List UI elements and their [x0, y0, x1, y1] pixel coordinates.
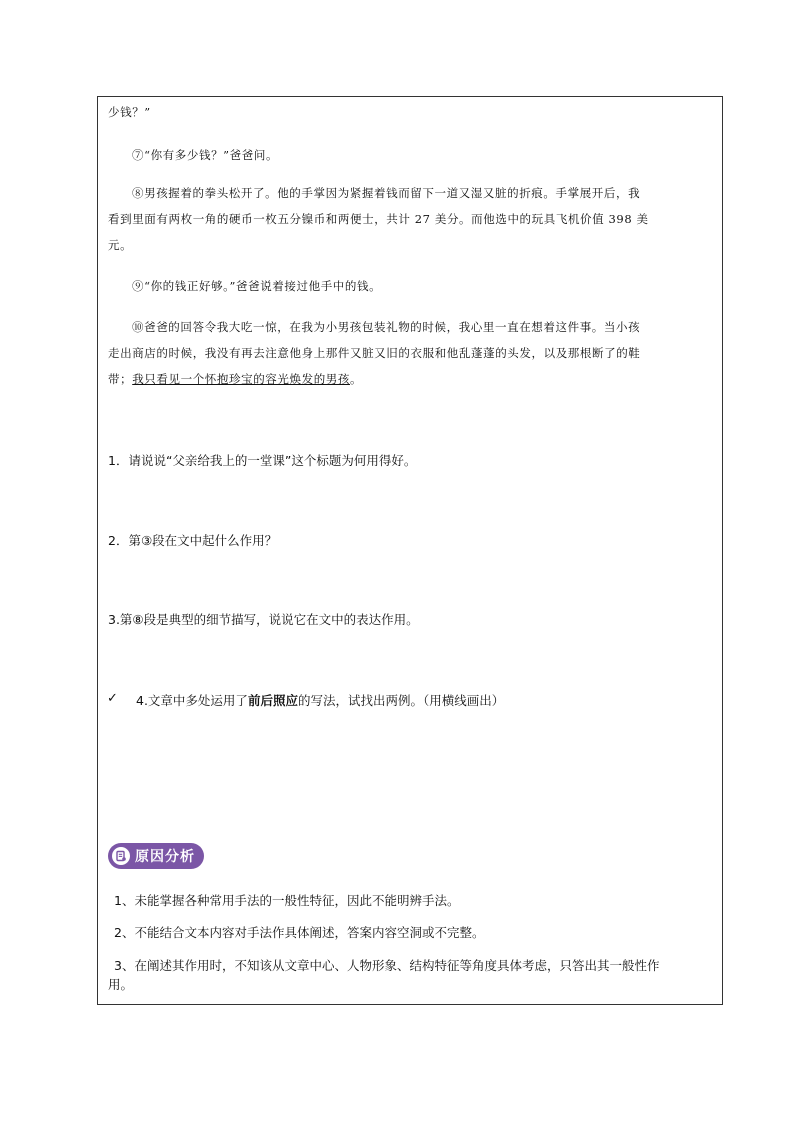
document-icon	[112, 847, 130, 865]
question-2: 2．第③段在文中起什么作用？	[108, 533, 278, 548]
content-frame	[97, 96, 723, 1005]
paragraph-8-line-2: 看到里面有两枚一角的硬币一枚五分镍币和两便士，共计 27 美分。而他选中的玩具飞机价值 398 美	[108, 212, 649, 226]
checkmark-icon: ✓	[107, 691, 118, 706]
passage-line: 少钱？”	[108, 105, 151, 119]
question-4-keyword: 前后照应	[247, 693, 298, 708]
paragraph-8-line-3: 元。	[108, 238, 133, 252]
paragraph-10-text-end: 。	[350, 372, 363, 386]
question-1: 1．请说说“父亲给我上的一堂课”这个标题为何用得好。	[108, 453, 417, 468]
question-4-text: 4.文章中多处运用了	[136, 693, 248, 708]
question-3: 3.第⑧段是典型的细节描写，说说它在文中的表达作用。	[108, 612, 419, 627]
question-4	[136, 693, 504, 709]
analysis-item-1: 1、未能掌握各种常用手法的一般性特征，因此不能明辨手法。	[114, 893, 460, 908]
paragraph-10-text: 带；	[108, 372, 133, 386]
paragraph-10-line-3	[108, 371, 362, 387]
analysis-item-3-line-2: 用。	[108, 977, 134, 992]
analysis-item-2: 2、不能结合文本内容对手法作具体阐述，答案内容空洞或不完整。	[114, 925, 485, 940]
badge-label: 原因分析	[135, 849, 195, 865]
paragraph-10-line-1: ⑩爸爸的回答令我大吃一惊，在我为小男孩包装礼物的时候，我心里一直在想着这件事。当小孩	[132, 320, 641, 334]
cause-analysis-badge	[108, 843, 204, 869]
paragraph-9: ⑨“你的钱正好够。”爸爸说着接过他手中的钱。	[132, 279, 382, 293]
paragraph-8-line-1: ⑧男孩握着的拳头松开了。他的手掌因为紧握着钱而留下一道又湿又脏的折痕。手掌展开后，我	[132, 186, 641, 200]
question-4-text-end: 的写法，试找出两例。（用横线画出）	[297, 693, 505, 708]
paragraph-10-line-2: 走出商店的时候，我没有再去注意他身上那件又脏又旧的衣服和他乱蓬蓬的头发，以及那根断了的鞋	[108, 346, 641, 360]
paragraph-7: ⑦“你有多少钱？”爸爸问。	[132, 148, 279, 162]
analysis-item-3-line-1: 3、在阐述其作用时，不知该从文章中心、人物形象、结构特征等角度具体考虑，只答出其一般性作	[114, 958, 660, 973]
underlined-sentence: 我只看见一个怀抱珍宝的容光焕发的男孩	[132, 372, 351, 386]
